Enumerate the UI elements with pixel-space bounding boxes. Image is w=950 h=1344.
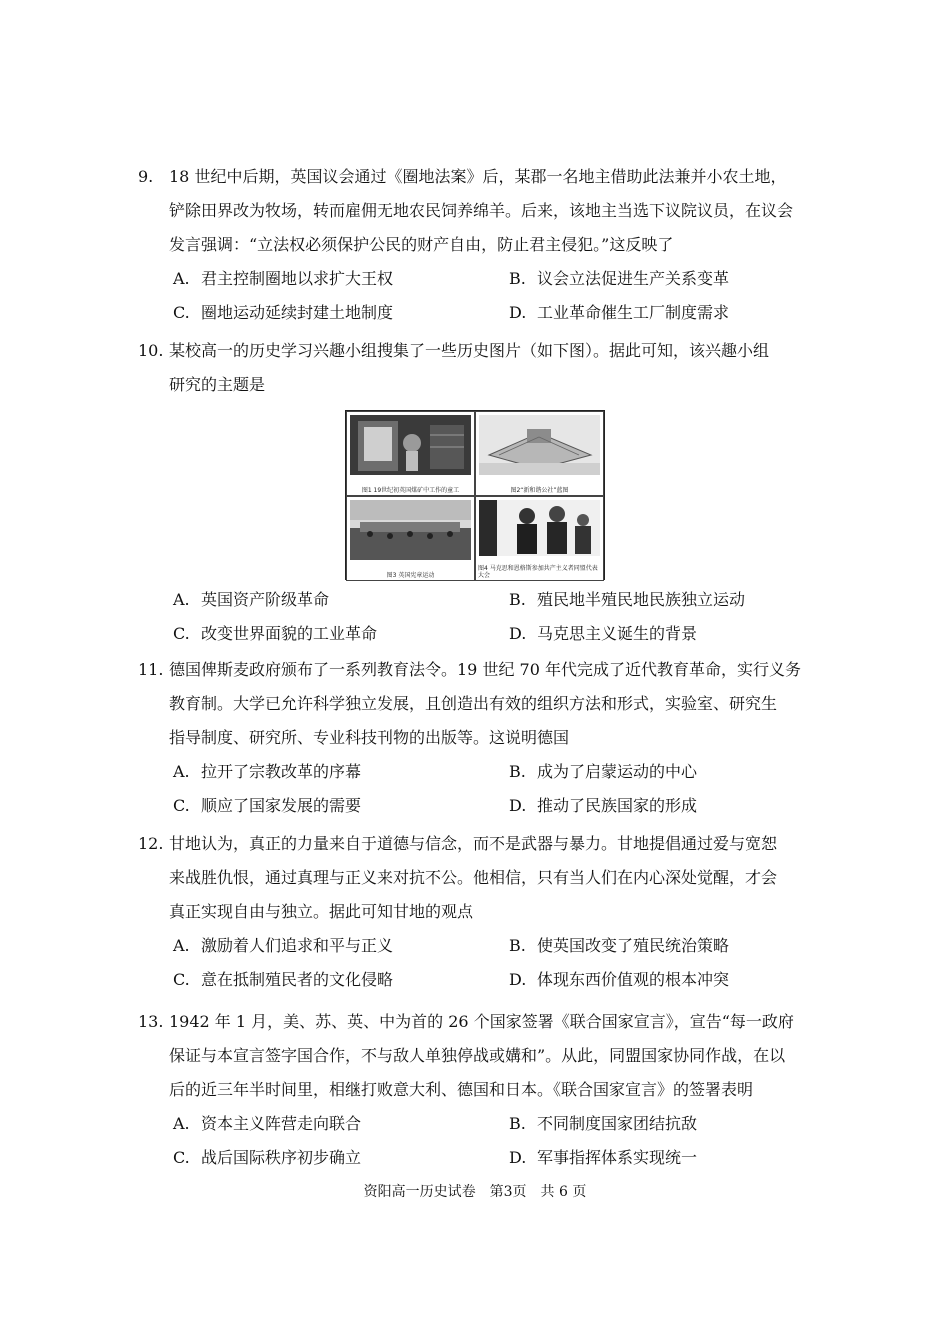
question-text-line: 甘地认为，真正的力量来自于道德与信念，而不是武器与暴力。甘地提倡通过爱与宽恕 bbox=[169, 834, 778, 853]
question-number: 10. bbox=[138, 341, 164, 360]
mine-scene-image bbox=[350, 415, 471, 475]
option-row bbox=[138, 296, 818, 330]
option-row bbox=[138, 1107, 818, 1141]
marx-engels-image bbox=[479, 500, 600, 556]
option-row bbox=[138, 1141, 818, 1175]
question-text-line: 教育制。大学已允许科学独立发展，且创造出有效的组织方法和形式，实验室、研究生 bbox=[169, 694, 778, 713]
option-d[interactable]: D. 马克思主义诞生的背景 bbox=[509, 624, 698, 643]
question-text-line: 某校高一的历史学习兴趣小组搜集了一些历史图片（如下图）。据此可知，该兴趣小组 bbox=[169, 341, 770, 360]
option-row bbox=[138, 929, 818, 963]
option-b[interactable]: B. 议会立法促进生产关系变革 bbox=[509, 269, 730, 288]
picture-chartist-movement bbox=[346, 496, 475, 581]
picture-caption: 图3 英国宪章运动 bbox=[386, 572, 435, 579]
question-number: 11. bbox=[138, 660, 164, 679]
option-d[interactable]: D. 推动了民族国家的形成 bbox=[509, 796, 698, 815]
question-text-line: 来战胜仇恨，通过真理与正义来对抗不公。他相信，只有当人们在内心深处觉醒，才会 bbox=[169, 868, 778, 887]
question-text-line: 后的近三年半时间里，相继打败意大利、德国和日本。《联合国家宣言》的签署表明 bbox=[169, 1080, 754, 1099]
option-b[interactable]: B. 不同制度国家团结抗敌 bbox=[509, 1114, 698, 1133]
picture-caption: 图4 马克思和恩格斯参加共产主义者同盟代表大会 bbox=[478, 565, 598, 579]
option-c[interactable]: C. 圈地运动延续封建土地制度 bbox=[173, 303, 394, 322]
option-c[interactable]: C. 顺应了国家发展的需要 bbox=[173, 796, 362, 815]
option-row bbox=[138, 617, 818, 651]
question-text-line: 1942 年 1 月，美、苏、英、中为首的 26 个国家签署《联合国家宣言》，宣告“每一政府 bbox=[169, 1012, 794, 1031]
page-footer: 资阳高一历史试卷 第3页 共 6 页 bbox=[363, 1184, 587, 1200]
option-c[interactable]: C. 意在抵制殖民者的文化侵略 bbox=[173, 970, 394, 989]
option-row bbox=[138, 262, 818, 296]
question-text-line: 18 世纪中后期，英国议会通过《圈地法案》后，某郡一名地主借助此法兼并小农土地， bbox=[169, 167, 787, 186]
option-b[interactable]: B. 使英国改变了殖民统治策略 bbox=[509, 936, 730, 955]
question-text-line: 研究的主题是 bbox=[169, 375, 266, 394]
question-13 bbox=[138, 1005, 818, 1175]
option-row bbox=[138, 789, 818, 823]
option-row bbox=[138, 583, 818, 617]
new-harmony-blueprint-image bbox=[479, 415, 600, 475]
question-number: 12. bbox=[138, 834, 164, 853]
option-a[interactable]: A. 拉开了宗教改革的序幕 bbox=[173, 762, 362, 781]
picture-caption: 图2“新和谐公社”蓝图 bbox=[510, 487, 569, 494]
question-12 bbox=[138, 827, 818, 997]
question-10-options bbox=[138, 583, 818, 651]
option-d[interactable]: D. 体现东西价值观的根本冲突 bbox=[509, 970, 730, 989]
chartist-crowd-image bbox=[350, 500, 471, 560]
picture-child-labor bbox=[346, 411, 475, 496]
option-b[interactable]: B. 成为了启蒙运动的中心 bbox=[509, 762, 698, 781]
picture-marx-engels bbox=[475, 496, 604, 581]
option-a[interactable]: A. 英国资产阶级革命 bbox=[173, 590, 330, 609]
question-text-line: 德国俾斯麦政府颁布了一系列教育法令。19 世纪 70 年代完成了近代教育革命，实行义务 bbox=[169, 660, 801, 679]
option-row bbox=[138, 755, 818, 789]
question-number: 13. bbox=[138, 1012, 164, 1031]
option-a[interactable]: A. 君主控制圈地以求扩大王权 bbox=[173, 269, 394, 288]
option-row bbox=[138, 963, 818, 997]
option-d[interactable]: D. 工业革命催生工厂制度需求 bbox=[509, 303, 730, 322]
question-11 bbox=[138, 653, 818, 823]
option-a[interactable]: A. 激励着人们追求和平与正义 bbox=[173, 936, 394, 955]
question-text-line: 发言强调：“立法权必须保护公民的财产自由，防止君主侵犯。”这反映了 bbox=[169, 235, 674, 254]
option-a[interactable]: A. 资本主义阵营走向联合 bbox=[173, 1114, 362, 1133]
question-text-line: 保证与本宣言签字国合作，不与敌人单独停战或媾和”。从此，同盟国家协同作战，在以 bbox=[169, 1046, 786, 1065]
question-9 bbox=[138, 160, 818, 330]
picture-new-harmony bbox=[475, 411, 604, 496]
question-10 bbox=[138, 334, 818, 402]
question-text-line: 真正实现自由与独立。据此可知甘地的观点 bbox=[169, 902, 474, 921]
history-pictures-figure bbox=[345, 410, 605, 580]
option-d[interactable]: D. 军事指挥体系实现统一 bbox=[509, 1148, 698, 1167]
question-text-line: 铲除田界改为牧场，转而雇佣无地农民饲养绵羊。后来，该地主当选下议院议员，在议会 bbox=[169, 201, 794, 220]
option-c[interactable]: C. 改变世界面貌的工业革命 bbox=[173, 624, 378, 643]
option-c[interactable]: C. 战后国际秩序初步确立 bbox=[173, 1148, 362, 1167]
option-b[interactable]: B. 殖民地半殖民地民族独立运动 bbox=[509, 590, 746, 609]
picture-caption: 图1 19世纪初英国煤矿中工作的童工 bbox=[361, 487, 460, 494]
question-text-line: 指导制度、研究所、专业科技刊物的出版等。这说明德国 bbox=[169, 728, 570, 747]
question-number: 9. bbox=[138, 167, 154, 186]
